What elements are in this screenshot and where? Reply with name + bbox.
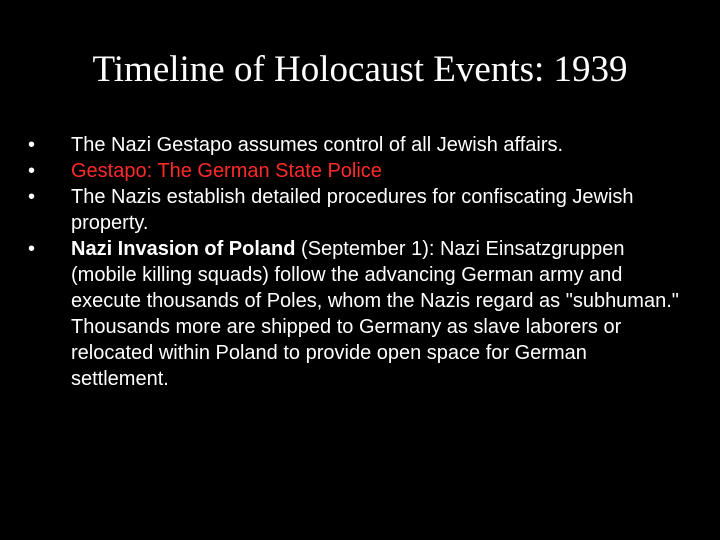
bullet-text: The Nazi Gestapo assumes control of all Jewish affairs.: [71, 134, 564, 156]
bullet-item-gestapo-definition: [26, 158, 686, 184]
slide-title: Timeline of Holocaust Events: 1939: [92, 49, 628, 90]
bullet-marker: •: [28, 186, 36, 208]
bullet-term-gestapo: Gestapo: [71, 160, 147, 182]
bullet-marker: •: [28, 238, 36, 260]
bullet-item-confiscation: [26, 184, 686, 236]
bullet-text: (September 1): Nazi Einsatzgruppen (mobile killing squads) follow the advancing German army and execute thousands of Poles, whom the Nazis regard as "subhuman." Thousands more are shipped to Germany as slave laborers or relocated within Poland to provide open space for German settlement.: [71, 238, 679, 390]
bullet-list: [26, 132, 686, 392]
bullet-item-gestapo-control: [26, 132, 686, 158]
bullet-text: : The German State Police: [146, 160, 382, 182]
bullet-marker: •: [28, 160, 36, 182]
bullet-term-invasion: Nazi Invasion of Poland: [71, 238, 296, 260]
bullet-item-invasion-poland: [26, 236, 686, 392]
bullet-marker: •: [28, 134, 36, 156]
bullet-text: The Nazis establish detailed procedures for confiscating Jewish property.: [71, 186, 634, 234]
